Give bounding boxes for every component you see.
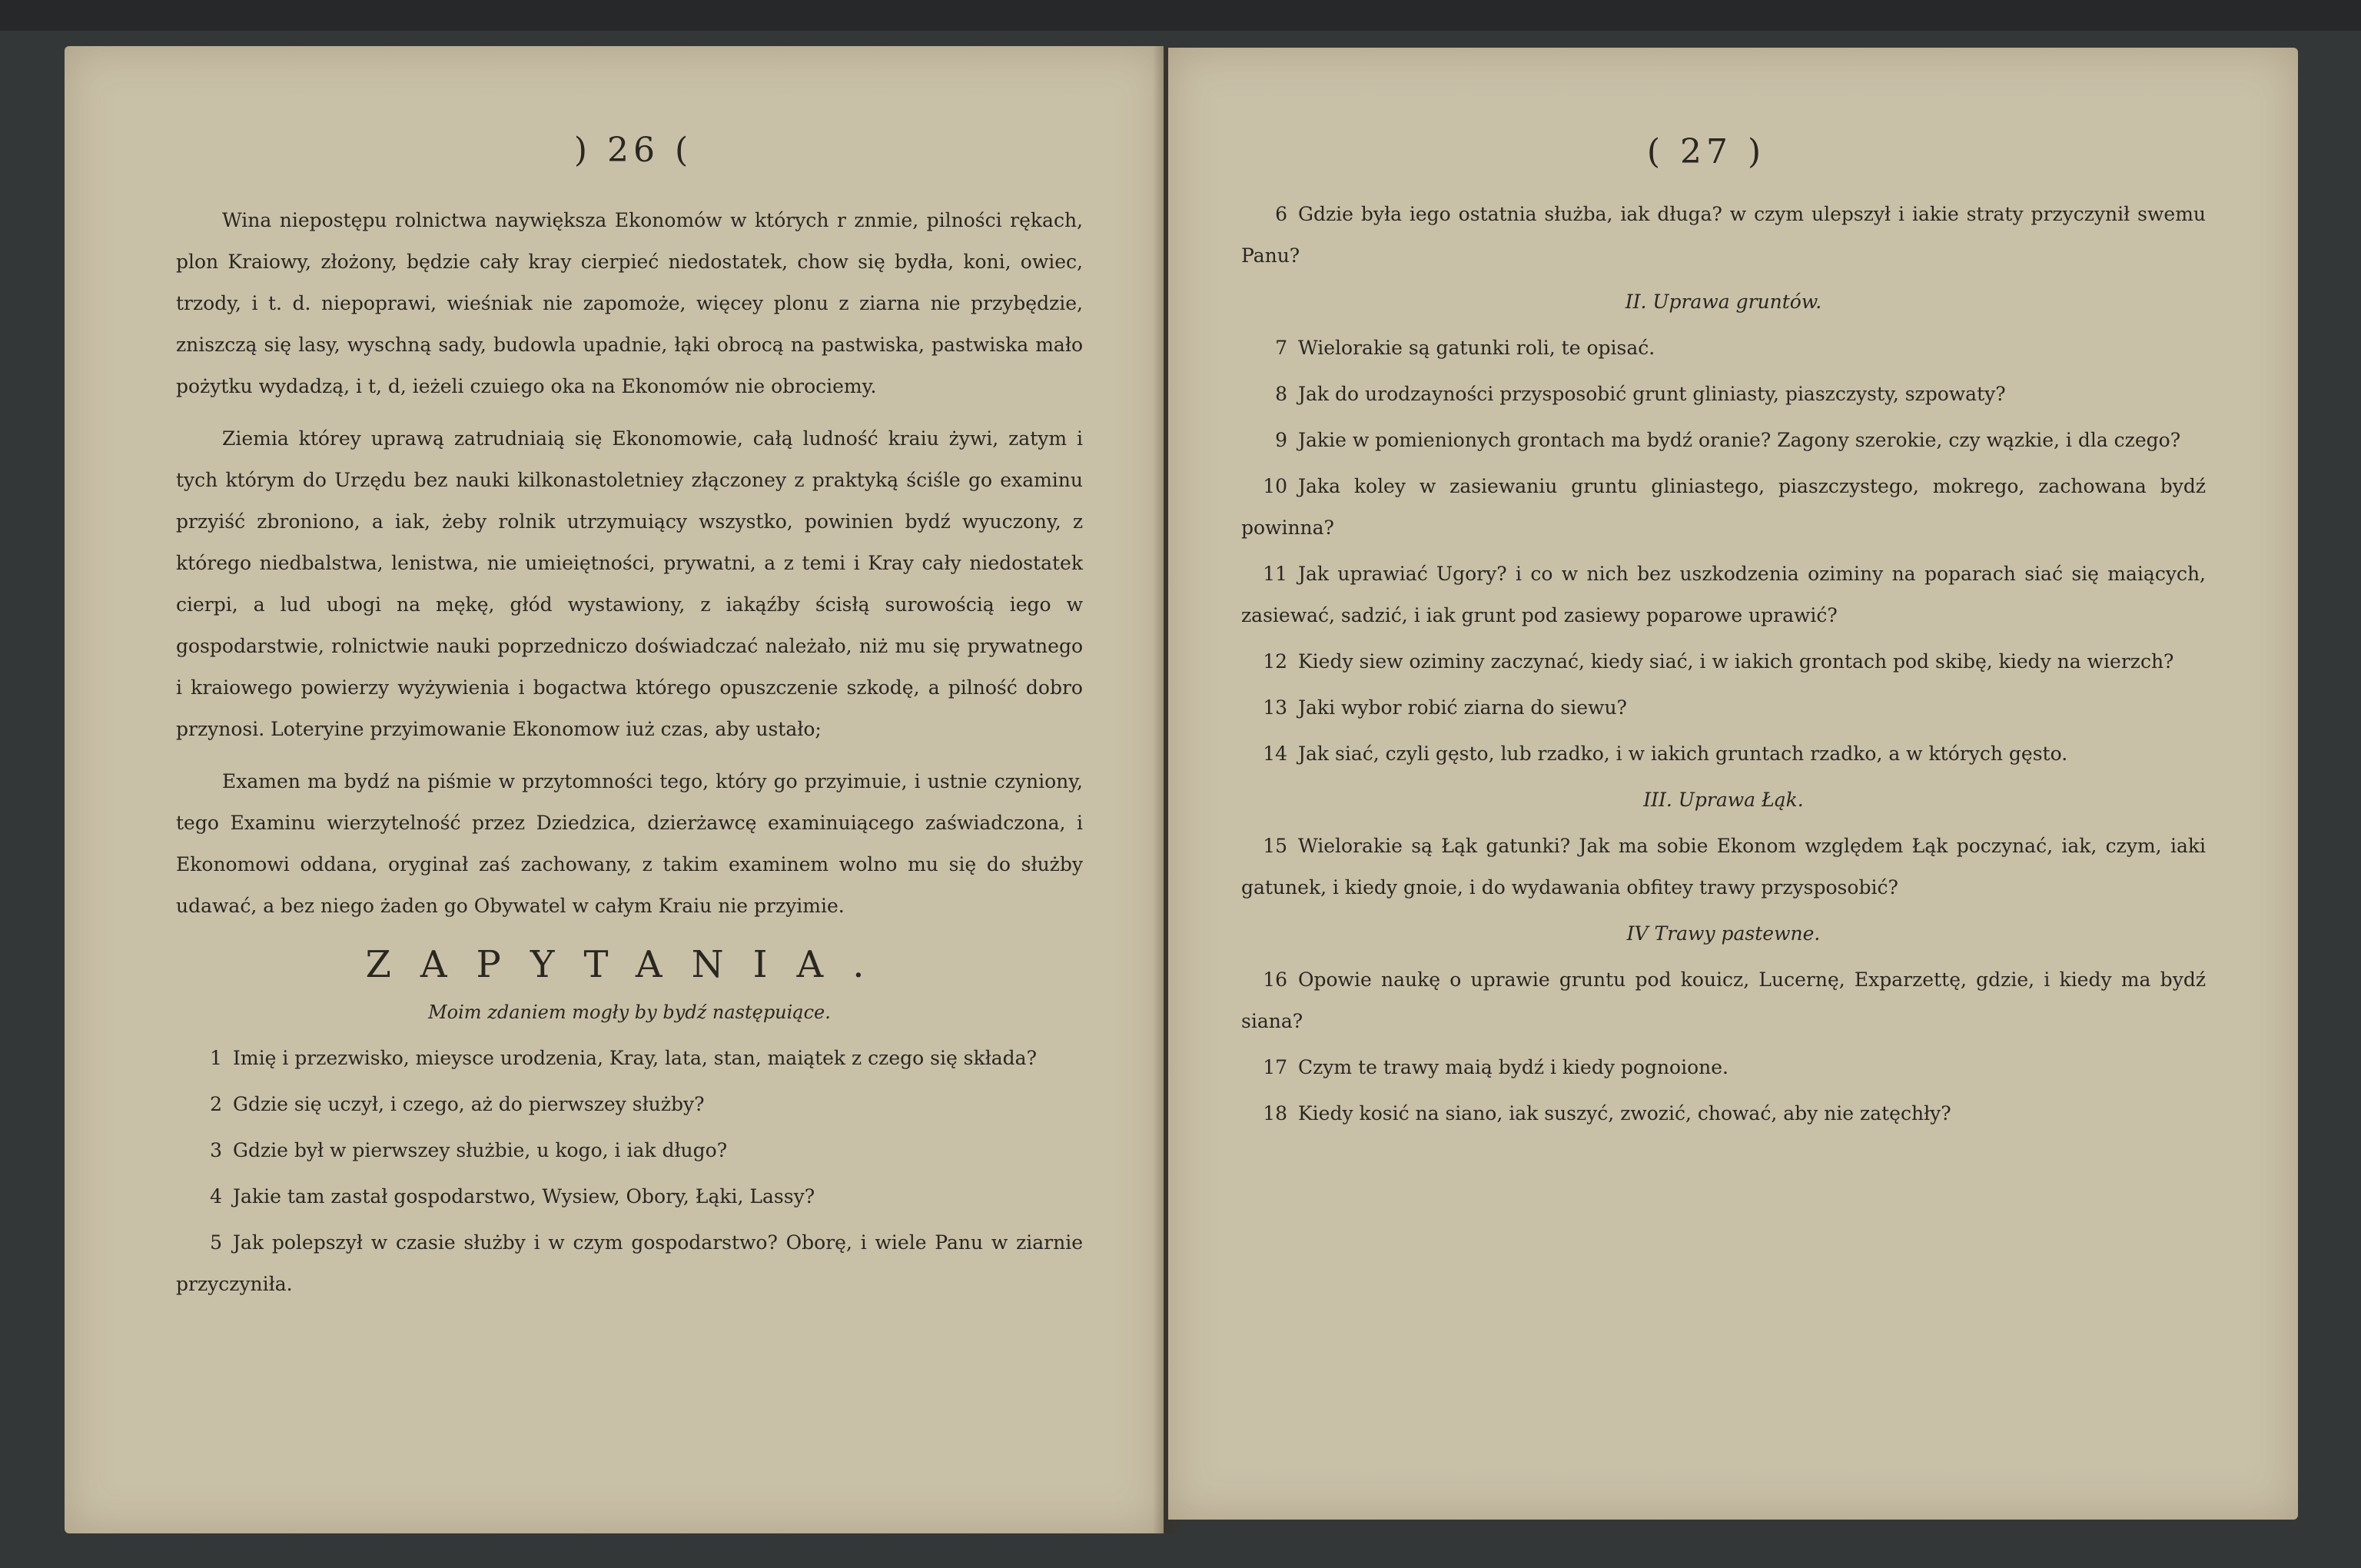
paragraph: Ziemia którey uprawą zatrudniaią się Ekonomowie, całą ludność kraiu żywi, zatym i tych którym do Urzędu bez nauki kilkonastoletniey złączoney z praktyką ściśle go examinu przyiść zbroniono, a iak, żeby rolnik utrzymuiący wszystko, powinien bydź wyuczony, z którego niedbalstwa, lenistwa, nie umieiętności, prywatni, a z temi i Kray cały niedostatek cierpi, a lud ubogi na mękę, głód wystawiony, z iakąźby ścisłą surowością iego w gospodarstwie, rolnictwie nauki poprzedniczo doświadczać należało, niż mu się prywatnego i kraiowego powierzy wyżywienia i bogactwa którego opuszczenie szkodę, a pilność dobro przynosi. Loteryine przyimowanie Ekonomow iuż czas, aby ustało; xyxy=(176,427,1083,740)
section-heading: III. Uprawa Łąk. xyxy=(1643,789,1804,811)
question-item: 7 Wielorakie są gatunki roli, te opisać. xyxy=(1275,337,1655,359)
question-item: 3 Gdzie był w pierwszey służbie, u kogo, i iak długo? xyxy=(210,1139,728,1161)
question-item: 10 Jaka koley w zasiewaniu gruntu gliniastego, piaszczystego, mokrego, zachowana bydź powinna? xyxy=(1241,475,2206,539)
question-item: 15 Wielorakie są Łąk gatunki? Jak ma sobie Ekonom względem Łąk poczynać, iak, czym, iaki gatunek, i kiedy gnoie, i do wydawania obfitey trawy przysposobić? xyxy=(1241,835,2206,899)
question-item: 6 Gdzie była iego ostatnia służba, iak długa? w czym ulepszył i iakie straty przyczynił swemu Panu? xyxy=(1241,203,2206,267)
page-number-right: ( 27 ) xyxy=(1646,132,1766,171)
question-item: 16 Opowie naukę o uprawie gruntu pod kouicz, Lucernę, Exparzettę, gdzie, i kiedy ma bydź siana? xyxy=(1241,968,2206,1032)
question-item: 12 Kiedy siew oziminy zaczynać, kiedy siać, i w iakich grontach pod skibę, kiedy na wierzch? xyxy=(1263,650,2174,673)
question-item: 17 Czym te trawy maią bydź i kiedy pognoione. xyxy=(1263,1056,1728,1078)
question-item: 11 Jak uprawiać Ugory? i co w nich bez uszkodzenia oziminy na poparach siać się maiących, zasiewać, sadzić, i iak grunt pod zasiewy poparowe uprawić? xyxy=(1241,563,2206,626)
question-item: 9 Jakie w pomienionych grontach ma bydź oranie? Zagony szerokie, czy wązkie, i dla czego? xyxy=(1275,429,2181,451)
section-heading: IV Trawy pastewne. xyxy=(1626,922,1821,945)
question-item: 4 Jakie tam zastał gospodarstwo, Wysiew, Obory, Łąki, Lassy? xyxy=(210,1185,815,1208)
left-page-text xyxy=(176,200,1083,1310)
question-item: 13 Jaki wybor robić ziarna do siewu? xyxy=(1263,696,1627,719)
section-heading: II. Uprawa gruntów. xyxy=(1625,291,1822,313)
right-page-text xyxy=(1241,194,2206,1139)
question-item: 1 Imię i przezwisko, mieysce urodzenia, Kray, lata, stan, maiątek z czego się składa? xyxy=(210,1047,1037,1069)
question-item: 5 Jak polepszył w czasie służby i w czym gospodarstwo? Oborę, i wiele Panu w ziarnie przyczyniła. xyxy=(176,1231,1083,1295)
paragraph: Examen ma bydź na piśmie w przytomności tego, który go przyimuie, i ustnie czyniony, tego Examinu wierzytelność przez Dziedzica, dzierżawcę examinuiącego zaświadczona, i Ekonomowi oddana, oryginał zaś zachowany, z takim examinem wolno mu się do służby udawać, a bez niego żaden go Obywatel w całym Kraiu nie przyimie. xyxy=(176,770,1083,917)
question-item: 18 Kiedy kosić na siano, iak suszyć, zwozić, chować, aby nie zatęchły? xyxy=(1263,1102,1951,1125)
question-item: 14 Jak siać, czyli gęsto, lub rzadko, i w iakich gruntach rzadko, a w których gęsto. xyxy=(1263,742,2068,765)
section-heading: ZAPYTANIA. xyxy=(365,943,894,986)
section-subheading: Moim zdaniem mogły by bydź następuiące. xyxy=(428,1002,831,1023)
question-item: 8 Jak do urodzayności przysposobić grunt gliniasty, piaszczysty, szpowaty? xyxy=(1275,383,2006,405)
scan-background xyxy=(0,0,2361,31)
left-page xyxy=(65,46,1164,1533)
paragraph: Wina niepostępu rolnictwa naywiększa Ekonomów w których r znmie, pilności rękach, plon Kraiowy, złożony, będzie cały kray cierpieć niedostatek, chow się bydła, koni, owiec, trzody, i t. d. niepoprawi, wieśniak nie zapomoże, więcey plonu z ziarna nie przybędzie, zniszczą się lasy, wyschną sady, budowla upadnie, łąki obrocą na pastwiska, pastwiska mało pożytku wydadzą, i t, d, ieżeli czuiego oka na Ekonomów nie obrociemy. xyxy=(176,209,1083,397)
page-number-left: ) 26 ( xyxy=(573,131,693,170)
right-page xyxy=(1168,48,2298,1520)
question-item: 2 Gdzie się uczył, i czego, aż do pierwszey służby? xyxy=(210,1093,705,1115)
